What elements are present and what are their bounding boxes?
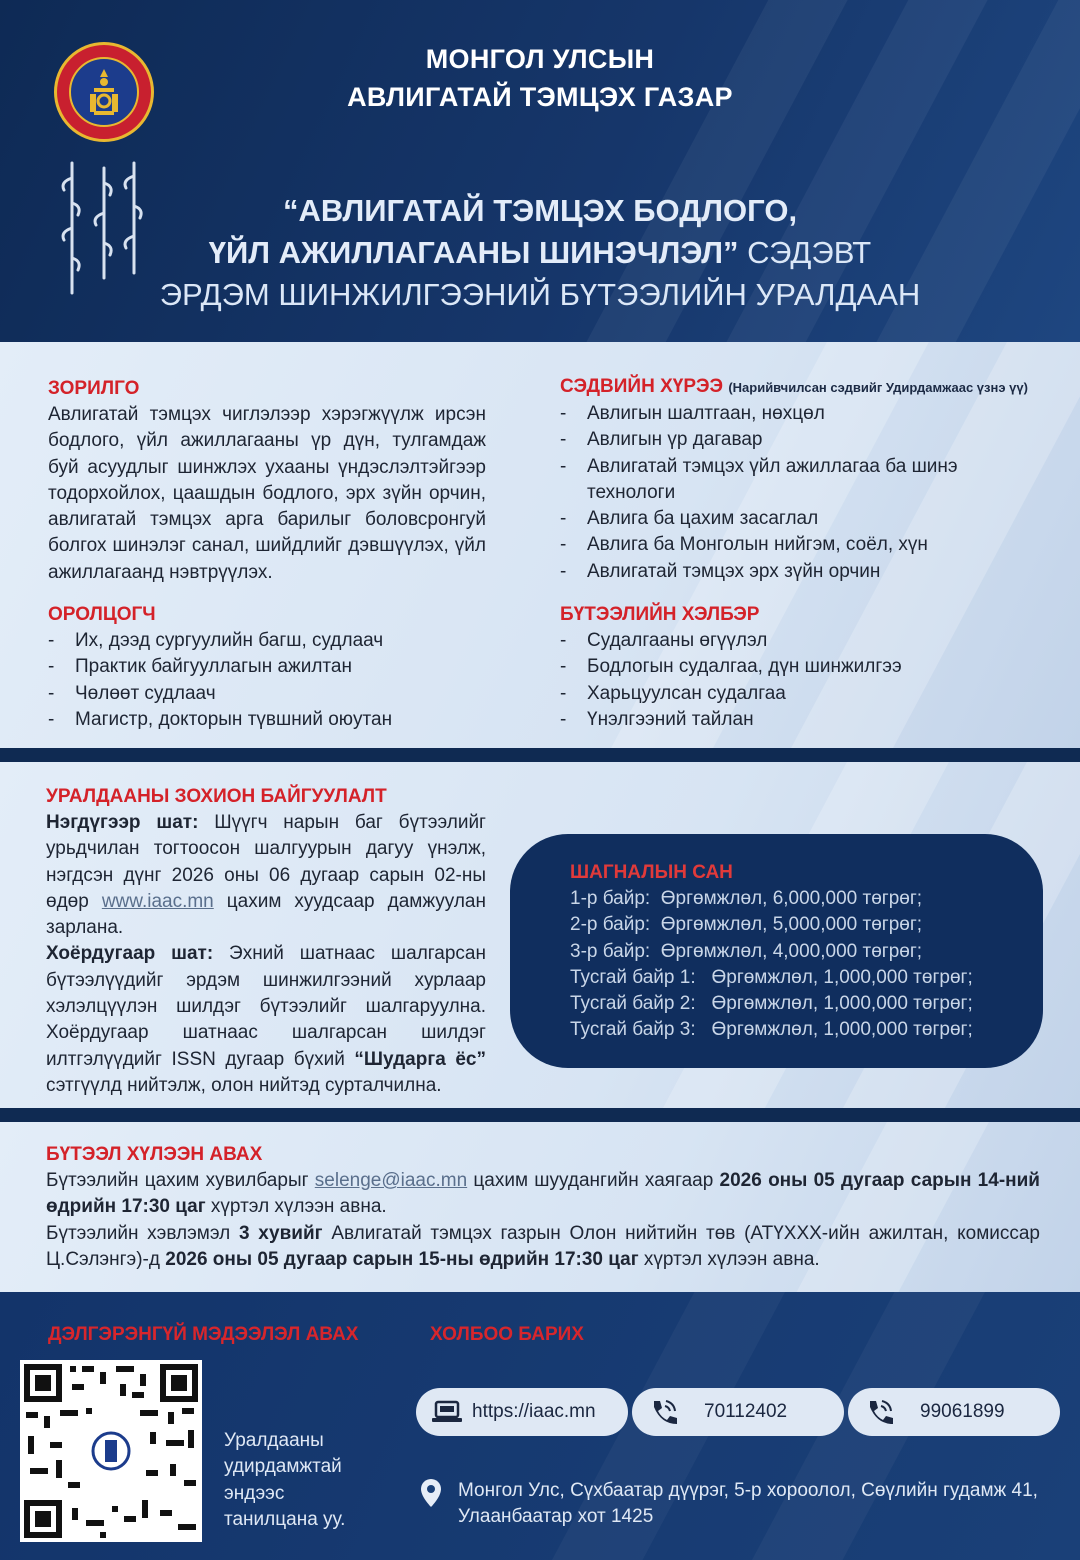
- contact-title: ХОЛБОО БАРИХ: [430, 1324, 584, 1345]
- participants-list: [48, 628, 498, 733]
- stage-2-text: Хоёрдугаар шат: Эхний шатнаас шалгарсан бүтээлүүдийг эрдэм шинжилгээний хурлаар хэлэлцүүлэн шилдэг бүтээлийг шалгаруулна. Хоёрдугаар шатнаас шалгарсан шилдэг илтгэлүүдийг ISSN дугаар бүхий “Шударга ёс” сэтгүүлд нийтэлж, олон нийтэд сурталчилна.: [46, 943, 486, 1096]
- more-info-title: ДЭЛГЭРЭНГҮЙ МЭДЭЭЛЭЛ АВАХ: [48, 1324, 359, 1345]
- submission-print: Бүтээлийн хэвлэмэл 3 хувийг Авлигатай тэмцэх газрын Олон нийтийн төв (АТҮХХХ-ийн ажилтан, комиссар Ц.Сэлэнгэ)-д 2026 оны 05 дугаар сарын 15-ны өдрийн 17:30 цаг хүртэл хүлээн авна.: [46, 1222, 1040, 1270]
- organization-title: УРАЛДААНЫ ЗОХИОН БАЙГУУЛАЛТ: [46, 786, 387, 807]
- submission-section: [0, 1122, 1080, 1292]
- list-item: - Их, дээд сургуулийн багш, судлаач: [48, 630, 384, 651]
- prize-row: 1-р байр: Өргөмжлөл, 6,000,000 төгрөг;: [570, 888, 923, 909]
- phone-2-text: 99061899: [920, 1401, 1005, 1422]
- list-item: - Авлига ба Монголын нийгэм, соёл, хүн: [560, 534, 928, 556]
- agency-emblem-icon: [54, 42, 154, 142]
- participants-block: [48, 602, 498, 733]
- list-item: - Авлигатай тэмцэх эрх зүйн орчин: [560, 560, 881, 582]
- address-text: Монгол Улс, Сүхбаатар дүүрэг, 5-р хороолол, Сөүлийн гудамж 41, Улаанбаатар хот 1425: [458, 1480, 1038, 1528]
- prize-row: 3-р байр: Өргөмжлөл, 4,000,000 төгрөг;: [570, 940, 923, 962]
- phone-2-pill[interactable]: [848, 1388, 1060, 1436]
- org-line-1: МОНГОЛ УЛСЫН: [425, 44, 655, 74]
- footer: [0, 1292, 1080, 1560]
- phone-1-pill[interactable]: [632, 1388, 844, 1436]
- prize-title: ШАГНАЛЫН САН: [570, 862, 733, 883]
- stage-1-text: Нэгдүгээр шат: Шүүгч нарын баг бүтээлийг урьдчилан тогтоосон шалгуурын дагуу үнэлж, нэгдсэн дүнг 2026 оны 06 дугаар сарын 02-ны өдөр www.iaac.mn цахим хуудсаар дамжуулан зарлана.: [46, 812, 486, 939]
- list-item: - Авлигын шалтгаан, нөхцөл: [560, 403, 825, 424]
- website-pill[interactable]: [416, 1388, 628, 1436]
- list-item: - Авлигатай тэмцэх үйл ажиллагаа ба шинэ технологи: [560, 455, 958, 503]
- format-block: [560, 602, 1010, 733]
- submission-block: [46, 1142, 1040, 1273]
- list-item: - Үнэлгээний тайлан: [560, 708, 754, 730]
- prize-panel: [510, 834, 1043, 1068]
- topics-title: СЭДВИЙН ХҮРЭЭ (Нарийвчилсан сэдвийг Удирдамжаас үзнэ үү): [560, 376, 1028, 397]
- location-pin-icon: [420, 1478, 442, 1508]
- list-item: - Авлига ба цахим засаглал: [560, 508, 819, 530]
- goal-title: ЗОРИЛГО: [48, 378, 140, 399]
- prize-row: Тусгай байр 1: Өргөмжлөл, 1,000,000 төгрөг;: [570, 966, 973, 988]
- goal-text: Авлигатай тэмцэх чиглэлээр хэрэгжүүлж ирсэн бодлого, үйл ажиллагааны үр дүн, тулгамдаж буй асуудлыг шинжлэх ухааны үндэслэлтэйгээр тодорхойлох, цаашдын бодлого, эрх зүйн орчин, авлигатай тэмцэх арга барилыг боловсронгуй болгох шинэлэг санал, шийдлийг дэвшүүлэх, үйл ажиллагаанд нэвтрүүлэх.: [48, 404, 486, 583]
- title-line-3: ЭРДЭМ ШИНЖИЛГЭЭНИЙ БҮТЭЭЛИЙН УРАЛДААН: [159, 277, 921, 312]
- phone-icon: [642, 1397, 684, 1427]
- list-item: - Авлигын үр дагавар: [560, 429, 763, 451]
- competition-title: [90, 190, 990, 316]
- phone-icon: [858, 1397, 900, 1427]
- submission-electronic: Бүтээлийн цахим хувилбарыг selenge@iaac.mn цахим шуудангийн хаягаар 2026 оны 05 дугаар сарын 14-ний өдрийн 17:30 цаг хүртэл хүлээн авна.: [46, 1170, 1040, 1218]
- submission-title: БҮТЭЭЛ ХҮЛЭЭН АВАХ: [46, 1144, 263, 1165]
- list-item: - Харьцуулсан судалгаа: [560, 682, 786, 704]
- email-link[interactable]: selenge@iaac.mn: [314, 1170, 468, 1191]
- topics-note: (Нарийвчилсан сэдвийг Удирдамжаас үзнэ үү): [728, 380, 1028, 395]
- website-link[interactable]: www.iaac.mn: [101, 890, 214, 912]
- website-text: https://iaac.mn: [472, 1401, 596, 1422]
- list-item: - Судалгааны өгүүлэл: [560, 630, 768, 651]
- prize-row: 2-р байр: Өргөмжлөл, 5,000,000 төгрөг;: [570, 914, 923, 936]
- topics-list: [560, 401, 980, 585]
- list-item: - Бодлогын судалгаа, дүн шинжилгээ: [560, 656, 902, 678]
- qr-note: Уралдааны удирдамжтай эндээс танилцана уу.: [224, 1430, 346, 1530]
- qr-code-icon[interactable]: [20, 1360, 202, 1542]
- header-banner: [0, 0, 1080, 342]
- title-line-2: ҮЙЛ АЖИЛЛАГААНЫ ШИНЭЧЛЭЛ”: [208, 235, 739, 270]
- list-item: - Практик байгууллагын ажилтан: [48, 656, 352, 678]
- list-item: - Магистр, докторын түвшний оюутан: [48, 708, 393, 730]
- phone-1-text: 70112402: [704, 1401, 788, 1422]
- org-line-2: АВЛИГАТАЙ ТЭМЦЭХ ГАЗАР: [347, 82, 733, 112]
- organization-block: [46, 784, 486, 1099]
- title-suffix: СЭДЭВТ: [738, 235, 872, 270]
- laptop-icon: [426, 1400, 468, 1424]
- format-list: [560, 628, 1010, 733]
- info-section: [0, 342, 1080, 748]
- prize-row: Тусгай байр 2: Өргөмжлөл, 1,000,000 төгрөг;: [570, 993, 973, 1015]
- format-title: БҮТЭЭЛИЙН ХЭЛБЭР: [560, 604, 760, 625]
- list-item: - Чөлөөт судлаач: [48, 682, 216, 704]
- title-line-1: “АВЛИГАТАЙ ТЭМЦЭХ БОДЛОГО,: [282, 193, 798, 228]
- topics-block: [560, 374, 1070, 585]
- prize-row: Тусгай байр 3: Өргөмжлөл, 1,000,000 төгрөг;: [570, 1019, 973, 1041]
- participants-title: ОРОЛЦОГЧ: [48, 604, 156, 625]
- goal-block: [48, 376, 486, 586]
- organization-name: [200, 40, 880, 116]
